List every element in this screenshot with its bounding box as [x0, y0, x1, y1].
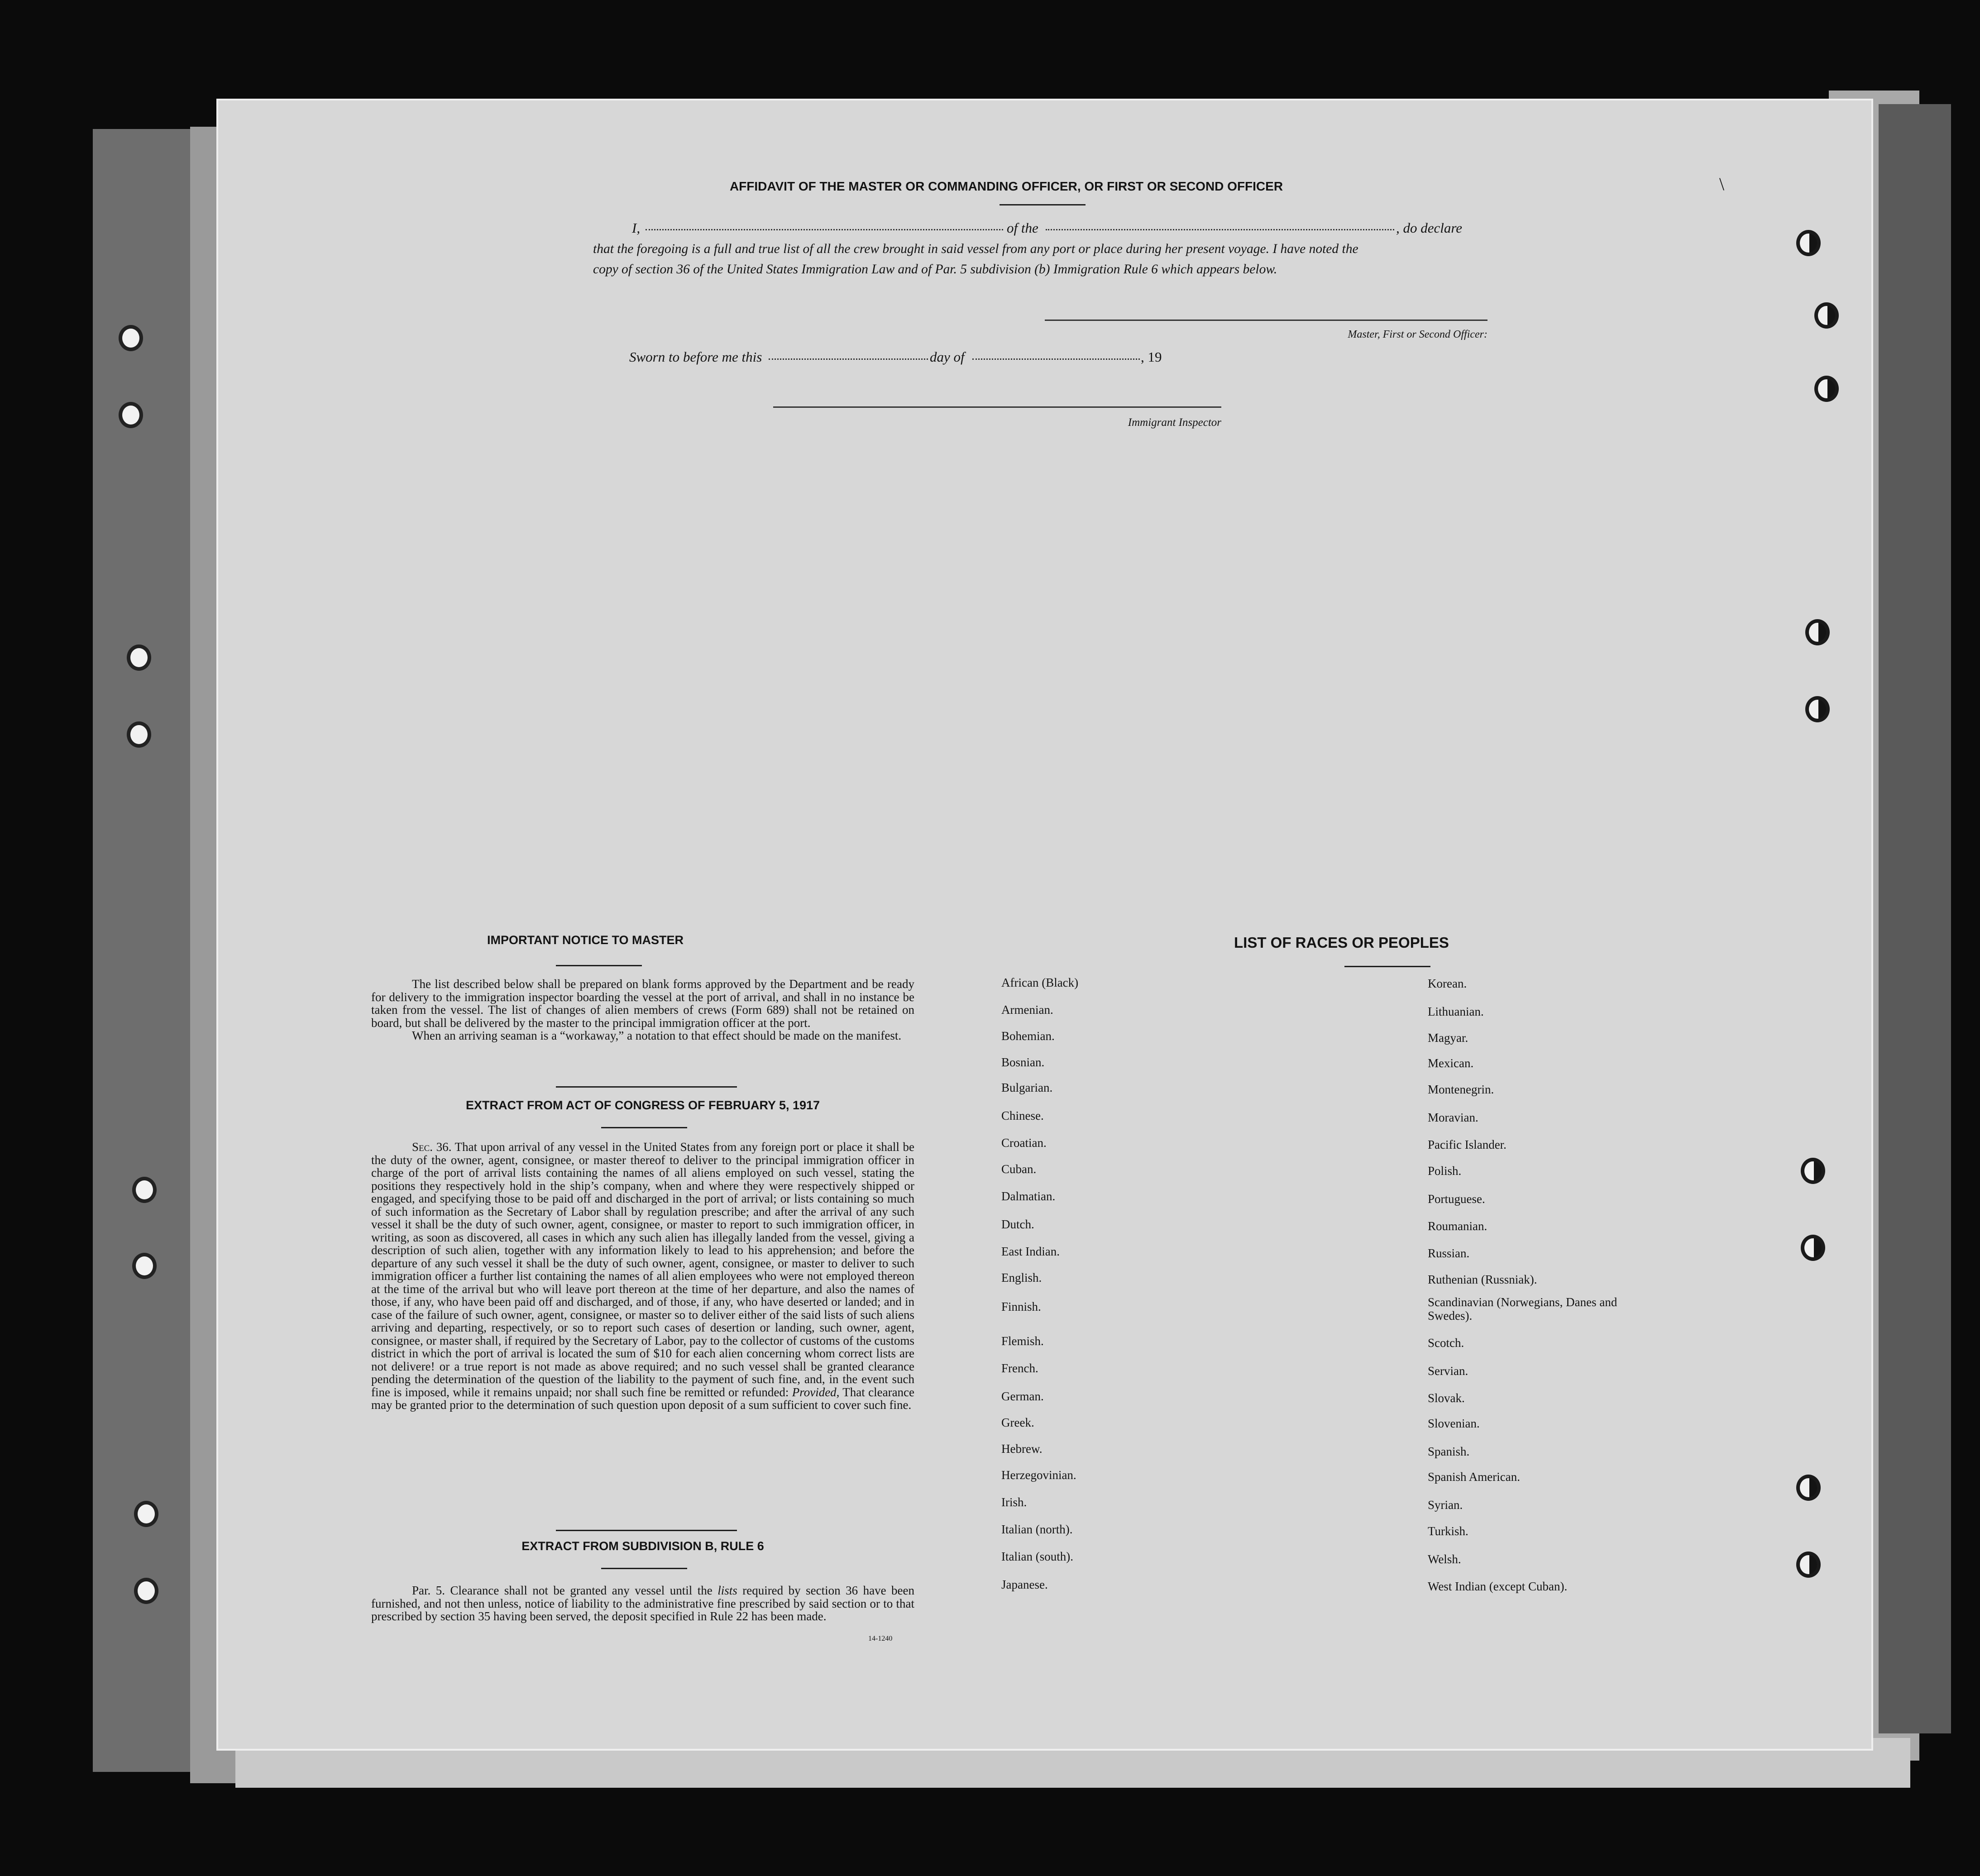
race-item: Japanese.: [1001, 1578, 1048, 1591]
notice-title: IMPORTANT NOTICE TO MASTER: [487, 933, 684, 947]
section-divider: [556, 1530, 737, 1531]
race-item: Servian.: [1428, 1364, 1468, 1378]
binder-hole: [1814, 376, 1839, 402]
officer-signature-label: Master, First or Second Officer:: [1348, 329, 1487, 340]
binder-hole: [1805, 619, 1830, 645]
binder-hole: [132, 1253, 157, 1279]
vessel-name-field[interactable]: [1046, 229, 1394, 230]
race-item: Herzegovinian.: [1001, 1468, 1076, 1482]
notice-rule: [556, 965, 642, 966]
race-item: Irish.: [1001, 1495, 1027, 1509]
sworn-day-label: day of: [930, 349, 965, 365]
race-item: Welsh.: [1428, 1552, 1461, 1566]
binder-hole: [127, 644, 151, 671]
race-item: Montenegrin.: [1428, 1083, 1494, 1096]
extract-act-body: [371, 1141, 914, 1412]
race-item: Bosnian.: [1001, 1055, 1045, 1069]
binder-hole: [1796, 1475, 1821, 1501]
races-rule: [1344, 966, 1430, 967]
race-item: French.: [1001, 1361, 1038, 1375]
race-item: Croatian.: [1001, 1136, 1047, 1150]
race-item: Greek.: [1001, 1416, 1034, 1429]
binder-hole: [119, 325, 143, 351]
race-item: West Indian (except Cuban).: [1428, 1580, 1568, 1593]
race-item: Italian (south).: [1001, 1550, 1073, 1563]
binder-hole: [1801, 1235, 1825, 1261]
race-item: Chinese.: [1001, 1109, 1044, 1122]
race-item: Finnish.: [1001, 1300, 1041, 1313]
race-item: East Indian.: [1001, 1245, 1060, 1258]
section-36-proviso: That clearance may be granted prior to the determination of such question upon deposit of a sum sufficient to cover such fine.: [371, 1385, 915, 1412]
race-item: African (Black): [1001, 976, 1079, 989]
binder-hole: [132, 1177, 157, 1203]
race-item: Italian (north).: [1001, 1523, 1073, 1536]
race-item: Ruthenian (Russniak).: [1428, 1273, 1537, 1286]
binder-hole: [1796, 230, 1821, 256]
sworn-prefix: Sworn to before me this: [629, 349, 762, 365]
race-item: Hebrew.: [1001, 1442, 1043, 1456]
declarant-prefix: I,: [632, 220, 641, 236]
race-item: Lithuanian.: [1428, 1005, 1484, 1018]
section-36-text: That upon arrival of any vessel in the United States from any foreign port or place it shall be the duty of the owner, agent, consignee, or master thereof to deliver to the principal immigration officer in charge of the port of arrival lists containing the names of all aliens employed on such vessel, stating the positions they respectively hold in the ship’s company, when and where they were respectively shipped or engaged, and specifying those to be paid off and discharged in the port of arrival; or lists containing so much of such information as the Secretary of Labor shall by regulation prescribe; and after the arrival of any such vessel it shall be the duty of such owner, agent, consignee, or master to report to such immigration officer, in writing, as soon as discovered, all cases in which any such alien has illegally landed from the vessel, giving a description of such alien, together with any information likely to lead to his apprehension; and before the departure of any such vessel it shall be the duty of such owner, agent, consignee, or master to deliver to such immigration officer a further list containing the names of all alien employees who were not employed thereon at the time of the arrival but who will leave port thereon at the time of her departure, and also the names of those, if any, who have been paid off and discharged, and of those, if any, who have deserted or landed; and in case of the failure of such owner, agent, consignee, or master so to deliver either of the said lists of such aliens arriving and departing, respectively, or so to report such cases of desertion or landing, such owner, agent, consignee, or master shall, if required by the Secretary of Labor, pay to the collector of customs of the customs district in which the port of arrival is located the sum of $10 for each alien concerning whom correct lists are not delivere! or a true report is not made as above required; and no such vessel shall be granted clearance pending the determination of the question of the liability to the payment of such fine, and, in the event such fine is imposed, while it remains unpaid; nor shall such fine be remitted or refunded:: [371, 1140, 914, 1399]
binder-hole: [1805, 696, 1830, 722]
inspector-label: Immigrant Inspector: [1128, 416, 1221, 429]
race-item: Roumanian.: [1428, 1219, 1487, 1233]
sworn-day-field[interactable]: [769, 358, 928, 360]
race-item: Bohemian.: [1001, 1029, 1055, 1043]
race-item: Spanish American.: [1428, 1470, 1520, 1484]
race-item: Turkish.: [1428, 1524, 1468, 1538]
binder-hole: [119, 402, 143, 428]
race-item: Armenian.: [1001, 1003, 1053, 1017]
form-page: [216, 99, 1873, 1751]
extract-rule-rule: [601, 1568, 687, 1569]
section-label: Sec. 36.: [412, 1140, 452, 1154]
extract-rule-body: [371, 1584, 914, 1623]
provided-word: Provided,: [792, 1385, 840, 1399]
race-item: English.: [1001, 1271, 1042, 1284]
binder-hole: [134, 1578, 158, 1604]
officer-signature-line[interactable]: [1045, 320, 1487, 321]
inspector-signature-line[interactable]: [773, 406, 1221, 408]
extract-act-rule: [601, 1127, 687, 1128]
margin-mark: \: [1719, 174, 1725, 194]
sworn-month-field[interactable]: [972, 358, 1140, 360]
extract-rule-title: EXTRACT FROM SUBDIVISION B, RULE 6: [521, 1539, 764, 1553]
binder-hole: [127, 721, 151, 748]
extract-act-title: EXTRACT FROM ACT OF CONGRESS OF FEBRUARY 5, 1917: [465, 1098, 820, 1112]
race-item: German.: [1001, 1389, 1044, 1403]
underlying-page-right-edge: [1879, 104, 1951, 1733]
binder-hole: [1796, 1551, 1821, 1578]
race-item: Cuban.: [1001, 1162, 1037, 1176]
race-item: Korean.: [1428, 977, 1467, 990]
race-item: Polish.: [1428, 1164, 1462, 1178]
binder-hole: [1801, 1158, 1825, 1184]
section-divider: [556, 1086, 737, 1088]
declare-suffix: , do declare: [1396, 220, 1463, 236]
race-item: Pacific Islander.: [1428, 1138, 1507, 1151]
notice-paragraph-1: The list described below shall be prepared on blank forms approved by the Department and be ready for delivery to the immigration inspector boarding the vessel at the port of arrival, and shall in no instance be taken from the vessel. The list of changes of alien members of crews (Form 689) shall not be retained on board, but shall be delivered by the master to the principal immigration officer at the port.: [371, 977, 914, 1030]
par5-text-continued: required by section 36 have been furnished, and not then unless, notice of liability to the administrative fine prescribed by said section or to that prescribed by section 35 having been served, the deposit specified in Rule 22 has been made.: [371, 1584, 915, 1623]
race-item: Bulgarian.: [1001, 1081, 1053, 1094]
affidavit-line-2: that the foregoing is a full and true list of all the crew brought in said vessel from any port or place during her present voyage. I have noted the: [593, 242, 1358, 256]
race-item: Dalmatian.: [1001, 1189, 1056, 1203]
race-item: Dutch.: [1001, 1217, 1034, 1231]
race-item: Slovenian.: [1428, 1417, 1480, 1430]
races-title: LIST OF RACES OR PEOPLES: [1234, 934, 1449, 951]
affidavit-title: AFFIDAVIT OF THE MASTER OR COMMANDING OFFICER, OR FIRST OR SECOND OFFICER: [729, 179, 1283, 193]
binder-hole: [1814, 302, 1839, 329]
race-item: Spanish.: [1428, 1445, 1470, 1458]
race-item: Moravian.: [1428, 1111, 1478, 1124]
race-item: Mexican.: [1428, 1056, 1474, 1070]
affidavit-line-3: copy of section 36 of the United States Immigration Law and of Par. 5 subdivision (b) Immigration Rule 6 which appears below.: [593, 262, 1277, 277]
form-number: 14-1240: [868, 1635, 893, 1642]
race-item: Russian.: [1428, 1246, 1470, 1260]
race-item: Scotch.: [1428, 1336, 1464, 1350]
sworn-year: , 19: [1141, 349, 1162, 365]
race-item: Scandinavian (Norwegians, Danes and Swedes).: [1428, 1295, 1617, 1322]
notice-paragraph-2: When an arriving seaman is a “workaway,” a notation to that effect should be made on the manifest.: [412, 1029, 902, 1042]
lists-word: lists: [717, 1584, 737, 1597]
declarant-name-field[interactable]: [646, 229, 1003, 230]
race-item: Slovak.: [1428, 1391, 1465, 1405]
par5-text: Par. 5. Clearance shall not be granted any vessel until the: [412, 1584, 713, 1597]
race-item: Flemish.: [1001, 1334, 1044, 1348]
title-rule: [1000, 204, 1086, 205]
race-item: Syrian.: [1428, 1498, 1463, 1512]
binder-hole: [134, 1501, 158, 1527]
notice-body: [371, 978, 914, 1042]
race-item: Magyar.: [1428, 1031, 1468, 1045]
vessel-prefix: of the: [1007, 220, 1038, 236]
race-item: Portuguese.: [1428, 1192, 1485, 1206]
